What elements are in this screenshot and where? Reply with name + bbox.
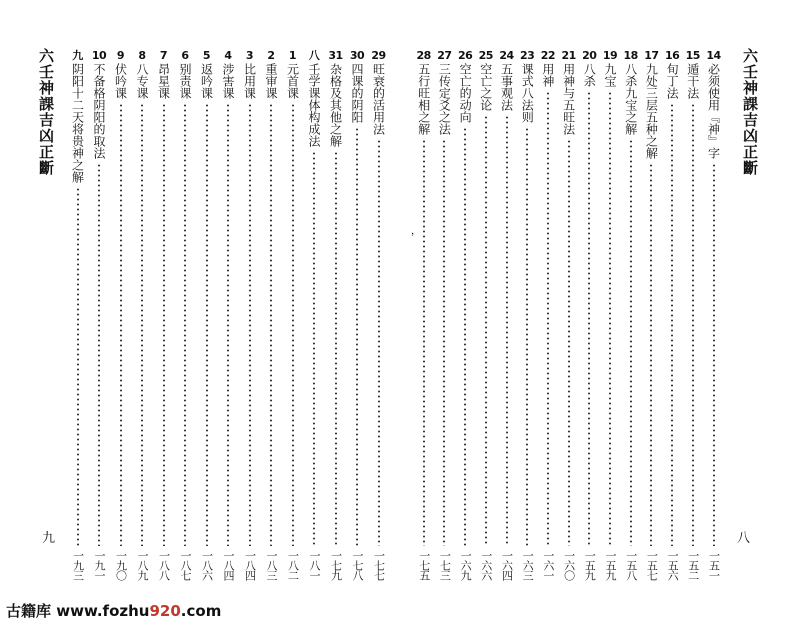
toc-entry-number: 17 [644,49,659,62]
toc-entry-number: 16 [664,49,680,62]
toc-entry-page-number: 一八三 [265,550,278,580]
toc-entry-title: 伏吟课 [113,63,128,99]
toc-entry [112,50,129,580]
toc-entry-number: 20 [582,49,597,62]
toc-entry-title: 元首课 [285,63,300,99]
site-watermark[interactable] [6,600,221,621]
toc-leader-dots [270,103,272,546]
toc-entry-page-number: 一六一 [541,550,555,580]
toc-entry-title: 阴阳十二天将贵神之解 [70,63,85,183]
toc-entry-page-number: 一八六 [200,550,214,580]
toc-entry-page-number: 一六四 [500,550,514,580]
toc-entry-number: 6 [181,49,189,62]
toc-entry-number: 26 [457,49,473,62]
toc-entry-title: 空亡的动向 [458,63,473,123]
toc-entry-title: 比用课 [242,63,257,99]
toc-entry-page-number: 一七三 [438,550,452,580]
toc-entry-title: 必须使用『神』字 [706,63,721,159]
toc-entry-title: 重审课 [264,63,278,99]
toc-entry [263,50,280,580]
toc-leader-dots [335,151,337,546]
toc-entry-title: 课式八法则 [520,63,535,123]
toc-entry [284,50,301,580]
toc-leader-dots [609,91,611,546]
toc-leader-dots [506,115,508,546]
toc-leader-dots [547,91,549,546]
toc-entry [91,50,108,580]
toc-entry-title: 旺衰的活用法 [371,63,386,135]
toc-leader-dots [526,127,528,546]
toc-entry-number: 8 [138,49,146,62]
toc-leader-dots [163,103,165,546]
toc-entry [155,50,172,580]
toc-entry-title: 昂星课 [156,63,171,99]
site-name: 古籍库 [6,602,52,620]
toc-entry [684,50,701,580]
toc-entry-title: 杂格及其他之解 [328,63,343,147]
toc-entry-title: 八杀九宝之解 [623,63,638,135]
toc-leader-dots [692,103,694,546]
toc-entry-page-number: 一六九 [459,550,473,580]
toc-entry [220,50,237,580]
toc-entry-title: 九处三层五种之解 [644,63,659,159]
toc-entry-page-number: 一六三 [521,550,535,580]
toc-leader-dots [568,139,570,546]
toc-entry-number: 10 [91,49,107,62]
toc-entry [177,50,194,580]
toc-leader-dots [356,127,358,546]
toc-entry-number: 3 [245,49,254,62]
toc-leader-dots [443,139,445,546]
toc-entry [622,50,639,580]
toc-entry-title: 五行旺相之解 [416,63,431,135]
toc-entry-page-number: 一八二 [286,550,300,580]
toc-entry [69,50,86,580]
site-url-suffix: .com [180,602,222,620]
toc-leader-dots [120,103,122,546]
toc-entry-number: 5 [202,49,211,62]
toc-entry-page-number: 一七九 [329,550,343,580]
toc-entry-number: 27 [437,49,452,62]
toc-entry-number: 15 [685,49,700,62]
toc-entry-number: 1 [288,49,297,62]
watermark-footer [0,595,793,625]
toc-entry [705,50,722,580]
toc-leader-dots [650,163,652,546]
toc-entry-page-number: 一八一 [308,550,321,580]
toc-leader-dots [141,103,143,546]
toc-entry-title: 涉害课 [221,63,235,99]
toc-entry-page-number: 一五六 [666,550,680,580]
toc-entry-page-number: 一七五 [417,550,431,580]
toc-leader-dots [313,151,315,546]
left-page-running-title: 六壬神課吉凶正斷 [37,48,55,176]
site-url-prefix: www.fozhu [56,602,150,620]
toc-entry-number: 23 [520,49,535,62]
toc-entry-title: 八专课 [135,63,149,99]
right-page-running-title: 六壬神課吉凶正斷 [741,48,759,176]
toc-entry-number: 22 [540,49,556,62]
toc-entry [306,50,323,580]
right-page-folio: 八 [737,531,751,546]
toc-entry-number: 19 [602,49,618,62]
toc-entry-page-number: 一八八 [157,550,171,580]
toc-leader-dots [77,187,79,546]
toc-leader-dots [671,103,673,546]
toc-entry-number: 4 [224,49,232,62]
toc-entry [415,50,432,580]
toc-entry [643,50,660,580]
toc-leader-dots [98,163,100,546]
toc-entry-title: 返吟课 [199,63,214,99]
toc-entry [664,50,681,580]
toc-entry [370,50,387,580]
toc-entry-page-number: 一九一 [93,550,106,580]
toc-entry-page-number: 一九〇 [114,550,128,580]
toc-entry-page-number: 一八四 [222,550,235,580]
toc-leader-dots [206,103,208,546]
toc-entry-number: 18 [623,49,638,62]
toc-entry [498,50,515,580]
toc-leader-dots [588,91,590,546]
toc-entry-title: 遁干法 [685,63,700,99]
toc-entry-page-number: 一九三 [71,550,85,580]
toc-entry [198,50,215,580]
toc-entry-page-number: 一七八 [351,550,364,580]
toc-leader-dots [249,103,251,546]
toc-entry-number: 29 [371,49,386,62]
toc-entry-title: 不备格阴阳的取法 [92,63,106,159]
toc-entry-page-number: 一五一 [707,550,721,580]
toc-entry-number: 9 [116,49,125,62]
toc-entry-number: 28 [416,49,431,62]
toc-entry-page-number: 一六〇 [562,550,576,580]
toc-entry [581,50,598,580]
left-page-folio: 九 [42,531,56,546]
toc-entry-title: 八杀 [582,63,597,87]
toc-entry-title: 五事观法 [499,63,514,111]
toc-entry-page-number: 一六六 [479,550,493,580]
toc-entry-page-number: 一八七 [179,550,192,580]
toc-entry-page-number: 一五九 [583,550,597,580]
toc-entry-page-number: 一五七 [645,550,659,580]
toc-entry-number: 2 [267,49,275,62]
toc-entry-number: 24 [499,49,514,62]
toc-entry-title: 空亡之论 [478,63,493,111]
toc-entry [477,50,494,580]
toc-entry [457,50,474,580]
toc-entry [134,50,151,580]
toc-leader-dots [227,103,229,546]
toc-entry-page-number: 一八九 [136,550,149,580]
toc-entry-page-number: 一八四 [243,550,257,580]
toc-leader-dots [423,139,425,546]
toc-leader-dots [630,139,632,546]
toc-entry [560,50,577,580]
toc-entry-number: 八 [308,49,320,62]
toc-entry-number: 30 [349,49,365,62]
toc-leader-dots [713,163,715,546]
toc-entry-number: 21 [561,49,576,62]
toc-entry-number: 25 [478,49,493,62]
toc-entry [436,50,453,580]
toc-entry [327,50,344,580]
toc-entry [241,50,258,580]
toc-entry-title: 用神 [540,63,555,87]
toc-entry-page-number: 一七七 [372,550,386,580]
toc-entry [519,50,536,580]
toc-leader-dots [378,139,380,546]
toc-entry [602,50,619,580]
site-url-highlight: 920 [149,602,181,620]
toc-entry-title: 三传定爻之法 [437,63,452,135]
toc-leader-dots [184,103,186,546]
toc-entry-page-number: 一五二 [686,550,700,580]
toc-leader-dots [464,127,466,546]
toc-entry-number: 14 [706,49,721,62]
toc-entry-title: 九宝 [603,63,617,87]
toc-entry-title: 壬学课体构成法 [307,63,321,147]
toc-entry [539,50,556,580]
toc-leader-dots [485,115,487,546]
stray-mark: ， [411,226,421,237]
toc-entry-title: 旬丁法 [665,63,680,99]
toc-leader-dots [292,103,294,546]
toc-entry-title: 四课的阴阳 [350,63,364,123]
toc-entry [349,50,366,580]
toc-entry-number: 31 [328,49,343,62]
toc-entry-page-number: 一五八 [624,550,638,580]
toc-entry-title: 用神与五旺法 [561,63,576,135]
toc-entry-title: 别责课 [178,63,192,99]
toc-entry-page-number: 一五九 [604,550,617,580]
toc-entry-number: 7 [159,49,168,62]
toc-entry-number: 九 [72,49,83,62]
